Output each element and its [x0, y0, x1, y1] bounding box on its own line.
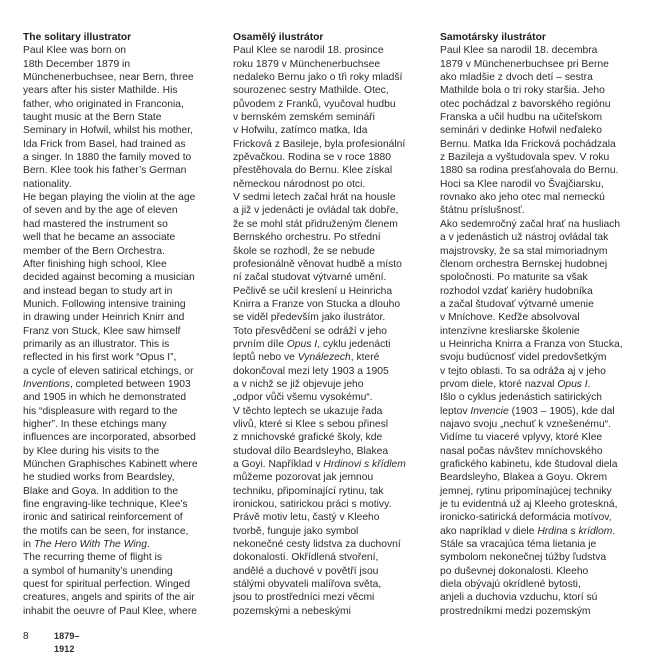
text-line — [23, 485, 208, 498]
text-line — [233, 458, 423, 471]
text-run: že se mohl stát přidruženým členem — [233, 218, 398, 230]
text-line — [233, 218, 423, 231]
text-run: svoju budúcnosť videl predovšetkým — [440, 352, 607, 364]
text-run: Bern. Klee took his father’s German — [23, 165, 187, 177]
text-line — [440, 84, 640, 97]
text-line — [23, 351, 208, 364]
text-run: ní začal studovat výtvarné umění. — [233, 272, 387, 284]
running-head: 1879–1912 — [54, 631, 80, 654]
text-line — [440, 178, 640, 191]
text-run: Munich. Following intensive training — [23, 298, 186, 310]
text-run: Paul Klee se narodil 18. prosince — [233, 45, 384, 57]
text-run: prvním díle — [233, 338, 287, 350]
text-line — [233, 431, 423, 444]
text-run: a začal študovať výtvarné umenie — [440, 298, 594, 310]
text-run: and 1905 in which he demonstrated — [23, 392, 187, 404]
text-run: roku 1879 v Münchenerbuchsee — [233, 58, 381, 70]
text-line — [440, 378, 640, 391]
text-run: had mastered the instrument so — [23, 218, 168, 230]
text-run: německou národnost po otci. — [233, 178, 366, 190]
text-run: najavo svoju „nechuť k vznešenému“. — [440, 418, 611, 430]
text-line — [440, 391, 640, 404]
text-line — [23, 311, 208, 324]
italic-title: Vynálezech — [297, 352, 351, 364]
text-line — [440, 311, 640, 324]
text-line — [440, 258, 640, 271]
text-run: in drawing under Heinrich Knirr and — [23, 312, 185, 324]
text-line — [440, 98, 640, 111]
body-text-english — [23, 44, 208, 618]
text-run: member of the Bern Orchestra. — [23, 245, 165, 257]
text-line — [233, 591, 423, 604]
text-run: Pečlivě se učil kreslení u Heinricha — [233, 285, 393, 297]
text-line — [23, 325, 208, 338]
text-line — [440, 485, 640, 498]
text-line — [440, 605, 640, 618]
text-run: ako napríklad v diele — [440, 525, 538, 537]
text-run: po duševnej dokonalosti. Kleeho — [440, 565, 589, 577]
text-line — [440, 565, 640, 578]
text-run: v Mníchove. Keďže absolvoval — [440, 312, 580, 324]
text-run: by Klee during his visits to the — [23, 445, 160, 457]
text-run: in — [23, 539, 34, 551]
text-line — [233, 311, 423, 324]
text-line — [440, 191, 640, 204]
text-run: , které — [350, 352, 380, 364]
text-line — [233, 511, 423, 524]
text-run: dokonalostí. Okřídlená stvoření, — [233, 552, 379, 564]
text-line — [23, 591, 208, 604]
text-run: nekonečné cesty lidstva za duchovní — [233, 539, 401, 551]
text-run: seminári v dedinke Hofwil neďaleko — [440, 125, 603, 137]
text-run: u Heinricha Knirra a Franza von Stucka, — [440, 338, 623, 350]
text-line — [440, 551, 640, 564]
text-run: nasal počas návštev mníchovského — [440, 445, 603, 457]
text-run: Hoci sa Klee narodil vo Švajčiarsku, — [440, 178, 604, 190]
text-run: štátnu príslušnosť. — [440, 205, 525, 217]
text-run: . — [587, 378, 591, 390]
text-run: diela obývajú okrídlené bytosti, — [440, 579, 581, 591]
text-line — [23, 124, 208, 137]
italic-title: Invencie — [470, 405, 509, 417]
text-line — [23, 178, 208, 191]
text-line — [233, 338, 423, 351]
body-text-slovak — [440, 44, 640, 618]
text-run: prvom diele, ktoré nazval — [440, 378, 558, 390]
text-line — [440, 124, 640, 137]
text-line — [233, 445, 423, 458]
text-line — [23, 445, 208, 458]
text-run: V sedmi letech začal hrát na housle — [233, 192, 396, 204]
text-line — [23, 258, 208, 271]
text-line — [23, 271, 208, 284]
text-line — [233, 485, 423, 498]
text-line — [233, 71, 423, 84]
text-line — [233, 351, 423, 364]
text-line — [23, 98, 208, 111]
text-line — [23, 191, 208, 204]
column-english — [23, 31, 208, 618]
text-line — [23, 44, 208, 57]
text-line — [440, 151, 640, 164]
text-line — [23, 565, 208, 578]
text-line — [23, 84, 208, 97]
text-line — [233, 245, 423, 258]
text-run: zpěvačkou. Rodina se v roce 1880 — [233, 152, 391, 164]
section-title-slovak: Samotársky ilustrátor — [440, 32, 546, 43]
text-line — [23, 418, 208, 431]
text-run: z mnichovské grafické školy, kde — [233, 432, 383, 444]
text-run: 1880 sa rodina presťahovala do Bernu. — [440, 165, 619, 177]
text-run: Bernu. Matka Ida Fricková pochádzala — [440, 138, 616, 150]
text-line — [23, 378, 208, 391]
text-line — [23, 164, 208, 177]
text-run: , cyklu jedenácti — [317, 338, 391, 350]
text-line — [440, 471, 640, 484]
text-line — [440, 591, 640, 604]
text-run: prostredníkmi medzi pozemským — [440, 605, 591, 617]
text-line — [23, 471, 208, 484]
text-line — [23, 58, 208, 71]
text-run: a symbol of humanity’s unending — [23, 565, 173, 577]
text-line — [440, 271, 640, 284]
text-run: Beardsleyho, Blakea a Goyu. Okrem — [440, 472, 608, 484]
text-line — [23, 458, 208, 471]
text-run: tvorbě, funguje jako symbol — [233, 525, 359, 537]
text-run: jsou to prostředníci mezi věcmi — [233, 592, 375, 604]
text-line — [233, 405, 423, 418]
text-line — [23, 204, 208, 217]
text-line — [233, 538, 423, 551]
text-line — [23, 365, 208, 378]
text-run: 18th December 1879 in — [23, 58, 131, 70]
text-line — [440, 325, 640, 338]
text-run: After finishing high school, Klee — [23, 258, 167, 270]
text-run: původem z Franků, vyučoval hudbu — [233, 98, 396, 110]
text-run: symbolom nekonečnej túžby ľudstva — [440, 552, 607, 564]
text-run: a Goyi. Například v — [233, 459, 324, 470]
text-line — [233, 231, 423, 244]
text-run: father, who originated in Franconia, — [23, 98, 184, 110]
text-line — [233, 565, 423, 578]
text-run: a singer. In 1880 the family moved to — [23, 152, 192, 164]
text-line — [23, 111, 208, 124]
text-run: škole se rozhodl, že se nebude — [233, 245, 375, 257]
text-run: V těchto leptech se ukazuje řada — [233, 405, 383, 417]
italic-title: Hrdina s krídlom — [537, 525, 613, 537]
text-run: rozhodol vzdať kariéry hudobníka — [440, 285, 593, 297]
text-run: v bernském zemském semináři — [233, 112, 375, 124]
text-run: years after his sister Mathilde. His — [23, 85, 178, 97]
text-line — [440, 111, 640, 124]
text-line — [23, 431, 208, 444]
text-run: 1879 v Münchenerbuchsee pri Berne — [440, 58, 609, 70]
text-run: spoločnosti. Po maturite sa však — [440, 272, 588, 284]
text-line — [440, 231, 640, 244]
text-run: anjeli a duchovia vzduchu, ktorí sú — [440, 592, 598, 604]
text-line — [23, 498, 208, 511]
text-line — [233, 84, 423, 97]
text-line — [233, 191, 423, 204]
text-run: Seminary in Hofwil, whilst his mother, — [23, 125, 193, 137]
text-run: Ako sedemročný začal hrať na husliach — [440, 218, 621, 230]
text-run: ako mladšie z dvoch detí – sestra — [440, 72, 593, 84]
text-run: přestěhovala do Bernu. Klee získal — [233, 165, 393, 177]
italic-title: The Hero With The Wing — [33, 539, 148, 551]
text-line — [23, 578, 208, 591]
text-run: Franz von Stuck, Klee saw himself — [23, 325, 181, 337]
text-run: Vidíme tu viaceré vplyvy, ktoré Klee — [440, 432, 603, 444]
text-run: majstrovsky, že sa stal mimoriadnym — [440, 245, 608, 257]
text-run: intenzívne kresliarske školenie — [440, 325, 580, 337]
italic-title: Opus I — [557, 378, 588, 390]
text-line — [440, 298, 640, 311]
text-run: je tu evidentná už aj Kleeho groteskná, — [440, 499, 618, 511]
text-run: ironickou, satirickou práci s motivy. — [233, 499, 392, 511]
text-run: Ida Frick from Basel, had trained as — [23, 138, 186, 150]
text-line — [440, 351, 640, 364]
text-run: Bernského orchestru. Po střední — [233, 232, 381, 244]
text-line — [233, 298, 423, 311]
text-line — [23, 231, 208, 244]
text-line — [233, 391, 423, 404]
text-line — [440, 218, 640, 231]
text-line — [233, 138, 423, 151]
text-run: of seven and by the age of eleven — [23, 205, 178, 217]
text-run: a v jedenástich už nástroj ovládal tak — [440, 232, 609, 244]
section-title-english: The solitary illustrator — [23, 32, 132, 43]
text-run: Paul Klee sa narodil 18. decembra — [440, 45, 598, 57]
text-run: profesionálně věnovat hudbě a místo — [233, 258, 402, 270]
text-line — [440, 431, 640, 444]
text-line — [440, 511, 640, 524]
text-line — [233, 325, 423, 338]
text-line — [233, 498, 423, 511]
text-line — [233, 124, 423, 137]
text-line — [233, 44, 423, 57]
text-line — [233, 151, 423, 164]
text-line — [233, 285, 423, 298]
text-run: and instead began to study art in — [23, 285, 173, 297]
text-run: v tejto oblasti. To sa odráža aj v jeho — [440, 365, 606, 377]
text-run: inhabit the oeuvre of Paul Klee, where — [23, 605, 198, 617]
text-line — [233, 605, 423, 618]
text-run: Franska a učil hudbu na učiteľskom — [440, 112, 603, 124]
page-number: 8 — [23, 631, 29, 642]
text-line — [440, 538, 640, 551]
text-run: nedaleko Bernu jako o tři roky mladší — [233, 72, 403, 84]
text-run: reflected in his first work “Opus I”, — [23, 352, 177, 364]
text-run: Právě motiv letu, častý v Kleeho — [233, 512, 380, 524]
italic-title: Inventions — [23, 378, 70, 390]
text-run: He began playing the violin at the age — [23, 192, 196, 204]
text-run: Mathilde bola o tri roky staršia. Jeho — [440, 85, 605, 97]
text-line — [233, 525, 423, 538]
text-line — [23, 405, 208, 418]
text-run: fine engraving-like technique, Klee’s — [23, 499, 188, 511]
text-run: Blake and Goya. In addition to the — [23, 485, 179, 497]
text-run: the motifs can be seen, for instance, — [23, 525, 189, 537]
text-line — [440, 458, 640, 471]
text-run: taught music at the Bern State — [23, 112, 162, 124]
text-run: v Hofwilu, zatímco matka, Ida — [233, 125, 368, 137]
text-run: Stále sa vracajúca téma lietania je — [440, 539, 597, 551]
text-run: his “displeasure with regard to the — [23, 405, 178, 417]
column-slovak — [440, 31, 640, 618]
text-run: decided against becoming a musician — [23, 272, 195, 284]
text-line — [440, 578, 640, 591]
text-run: a již v jedenácti je ovládal tak dobře, — [233, 205, 399, 217]
italic-title: Opus I — [286, 338, 318, 350]
text-run: a v nichž se již objevuje jeho — [233, 378, 364, 390]
text-line — [233, 58, 423, 71]
text-run: ironicko-satirická deformácia motívov, — [440, 512, 612, 524]
text-run: grafického kabinetu, kde študoval diela — [440, 459, 618, 470]
text-run: andělé a duchové v povětří jsou — [233, 565, 379, 577]
text-line — [23, 298, 208, 311]
text-run: z Bazileja a vyštudovala spev. V roku — [440, 152, 610, 164]
text-line — [440, 138, 640, 151]
text-line — [23, 71, 208, 84]
text-run: se viděl především jako ilustrátor. — [233, 312, 386, 324]
text-line — [233, 98, 423, 111]
text-line — [23, 511, 208, 524]
text-run: Toto přesvědčení se odráží v jeho — [233, 325, 387, 337]
text-line — [23, 538, 208, 551]
text-run: leptů nebo ve — [233, 352, 298, 364]
text-line — [233, 271, 423, 284]
text-run: ironic and satirical reinforcement of — [23, 512, 183, 524]
text-line — [440, 204, 640, 217]
text-line — [233, 365, 423, 378]
text-run: vlivů, které si Klee s sebou přinesl — [233, 418, 389, 430]
text-run: leptov — [440, 405, 471, 417]
text-line — [23, 551, 208, 564]
text-line — [23, 151, 208, 164]
text-run: well that he became an associate — [23, 232, 176, 244]
text-line — [233, 204, 423, 217]
text-line — [440, 525, 640, 538]
text-run: pozemskými a nebeskými — [233, 605, 351, 617]
text-line — [23, 525, 208, 538]
text-run: he studied works from Beardsley, — [23, 472, 175, 484]
text-line — [23, 138, 208, 151]
text-line — [233, 578, 423, 591]
text-line — [233, 471, 423, 484]
text-run: The recurring theme of flight is — [23, 552, 163, 564]
text-run: a cycle of eleven satirical etchings, or — [23, 365, 194, 377]
text-run: Münchenerbuchsee, near Bern, three — [23, 72, 194, 84]
text-line — [233, 178, 423, 191]
text-line — [233, 258, 423, 271]
text-run: techniku, připomínající rytinu, tak — [233, 485, 384, 497]
text-run: otec pochádzal z bavorského regiónu — [440, 98, 611, 110]
text-line — [23, 338, 208, 351]
text-line — [233, 111, 423, 124]
text-run: . — [612, 525, 616, 537]
text-run: München Graphisches Kabinett where — [23, 459, 198, 470]
text-run: creatures, angels and spirits of the air — [23, 592, 195, 604]
text-line — [23, 605, 208, 618]
text-run: „odpor vůči všemu vysokému“. — [233, 392, 373, 404]
text-run: primarily as an illustrator. This is — [23, 338, 170, 350]
text-line — [440, 405, 640, 418]
text-line — [233, 551, 423, 564]
text-run: influences are incorporated, absorbed — [23, 432, 196, 444]
text-run: studoval dílo Beardsleyho, Blakea — [233, 445, 389, 457]
body-text-czech — [233, 44, 423, 618]
text-line — [440, 58, 640, 71]
text-run: higher”. In these etchings many — [23, 418, 167, 430]
text-line — [440, 338, 640, 351]
text-run: rovnako ako jeho otec mal nemeckú — [440, 192, 605, 204]
text-line — [440, 71, 640, 84]
text-run: dokončoval mezi lety 1903 a 1905 — [233, 365, 389, 377]
text-line — [233, 164, 423, 177]
text-line — [233, 418, 423, 431]
text-run: . — [147, 539, 150, 551]
text-run: Paul Klee was born on — [23, 45, 127, 57]
text-run: jemnej, rytinu pripomínajúcej techniky — [440, 485, 612, 497]
text-run: nationality. — [23, 178, 72, 190]
text-line — [23, 245, 208, 258]
text-line — [440, 285, 640, 298]
text-line — [440, 164, 640, 177]
italic-title: Hrdinovi s křídlem — [323, 459, 406, 470]
section-title-czech: Osamělý ilustrátor — [233, 32, 324, 43]
text-run: quest for spiritual perfection. Winged — [23, 579, 191, 591]
text-run: stálými obyvateli malířova světa, — [233, 579, 382, 591]
text-line — [440, 245, 640, 258]
text-run: Knirra a Franze von Stucka a dlouho — [233, 298, 401, 310]
text-run: , completed between 1903 — [69, 378, 191, 390]
text-line — [440, 498, 640, 511]
text-run: (1903 – 1905), kde dal — [508, 405, 615, 417]
text-run: můžeme pozorovat jak jemnou — [233, 472, 374, 484]
column-czech — [233, 31, 423, 618]
text-run: sourozenec sestry Mathilde. Otec, — [233, 85, 389, 97]
text-line — [440, 365, 640, 378]
text-line — [23, 391, 208, 404]
text-line — [23, 218, 208, 231]
text-line — [440, 418, 640, 431]
text-run: členom orchestra Bernskej hudobnej — [440, 258, 608, 270]
text-line — [233, 378, 423, 391]
text-run: Išlo o cyklus jedenástich satirických — [440, 392, 602, 404]
text-run: Fricková z Basileje, byla profesionální — [233, 138, 406, 150]
text-line — [440, 44, 640, 57]
text-line — [440, 445, 640, 458]
text-line — [23, 285, 208, 298]
